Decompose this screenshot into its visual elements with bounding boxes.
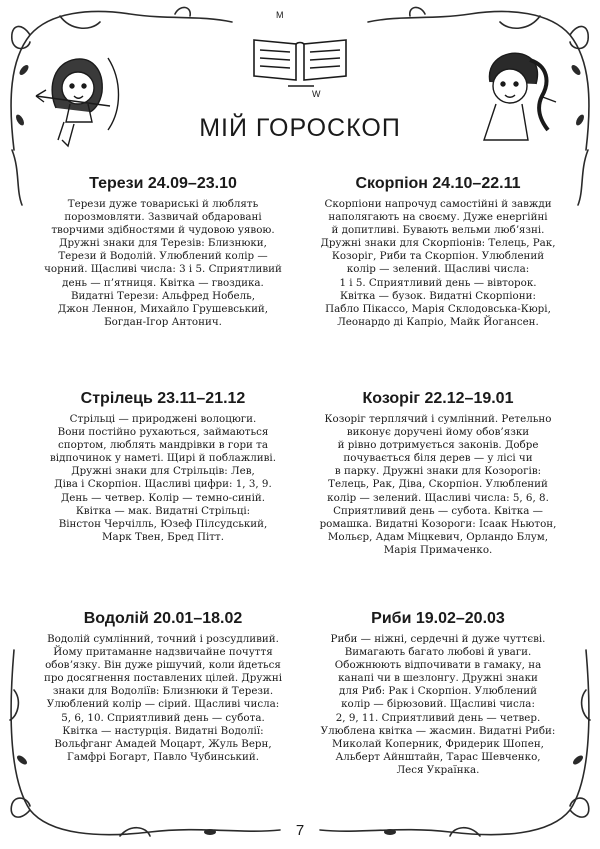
horoscope-sagittarius [28,390,298,544]
horoscope-libra [28,175,298,329]
book-letter-m: М [276,10,284,20]
sign-heading: Скорпіон 24.10–22.11 [355,175,521,192]
sign-description: Стрільці — природжені волоцюги. Вони постійно рухаються, займаються спортом, люблять мандрівки в гори та відпочинок у наметі. Щирі й поблажливі. Дружні знаки для Стрільців: Лев, Діва і Скорпіон. Щасливі цифри: 1, 3, 9. День — четвер. Колір — темно-синій. Квітка — мак. Видатні Стрільці: Вінстон Черчілль, Юзеф Пілсудський, Марк Твен, Бред Пітт. [50,413,276,543]
sign-description: Терези дуже товариські й люблять порозмовляти. Зазвичай обдаровані творчими здібностями й чудовою уявою. Дружні знаки для Терезів: Близнюки, Терези й Водолій. Улюблений колір — чорний. Щасливі числа: 3 і 5. Сприятливий день — п’ятниця. Квітка — гвоздика. Видатні Терези: Альфред Нобель, Джон Леннон, Михайло Грушевський, Богдан-Ігор Антонич. [44,198,282,328]
horoscope-pisces [300,610,576,777]
page-number: 7 [295,822,305,839]
horoscope-capricorn [300,390,576,557]
sign-description: Козоріг терплячий і сумлінний. Ретельно виконує доручені йому обов’язки й рівно дотримується законів. Добре почувається біля дерев — у лісі чи в парку. Дружні знаки для Козорогів: Телець, Рак, Діва, Скорпіон. Улюблений колір — зелений. Щасливі числа: 5, 6, 8. Сприятливий день — субота. Квітка — ромашка. Видатні Козороги: Ісаак Ньютон, Мольєр, Адам Міцкевич, Орландо Блум, Марія Примаченко. [319,413,557,556]
book-letter-w: W [312,89,321,99]
sign-description: Скорпіони напрочуд самостійні й завжди наполягають на своєму. Дуже енергійні й допитливі. Бувають вельми любʼязні. Дружні знаки для Скорпіонів: Телець, Рак, Козоріг, Риби та Скорпіон. Улюблений колір — зелений. Щасливі числа: 1 і 5. Сприятливий день — вівторок. Квітка — бузок. Видатні Скорпіони: Пабло Пікассо, Марія Склодовська-Кюрі, Леонардо ді Капріо, Майк Йогансен. [320,198,556,328]
sign-description: Водолій сумлінний, точний і розсудливий. Йому притаманне надзвичайне почуття обовʼязку. Він дуже рішучий, коли йдеться про досягнення поставлених цілей. Дружні знаки для Водоліїв: Близнюки й Терези. Улюблений колір — сірий. Щасливі числа: 5, 6, 10. Сприятливий день — субота. Квітка — настурція. Видатні Водолії: Вольфганг Амадей Моцарт, Жуль Верн, Гамфрі Богарт, Павло Чубинський. [43,633,283,763]
page-title: МІЙ ГОРОСКОП [199,113,401,142]
sign-heading: Водолій 20.01–18.02 [83,610,243,627]
sign-heading: Стрілець 23.11–21.12 [80,390,246,407]
sign-heading: Риби 19.02–20.03 [371,610,505,627]
horoscope-scorpio [300,175,576,329]
open-book-icon [254,40,346,86]
horoscope-aquarius [28,610,298,764]
sign-description: Риби — ніжні, сердечні й дуже чуттєві. Вимагають багато любові й уваги. Обожнюють відпочивати в гамаку, на канапі чи в шезлонгу. Дружні знаки для Риб: Рак і Скорпіон. Улюблений колір — бірюзовий. Щасливі числа: 2, 9, 11. Сприятливий день — четвер. Улюблена квітка — жасмин. Видатні Риби: Миколай Коперник, Фридерик Шопен, Альберт Айнштайн, Тарас Шевченко, Леся Українка. [320,633,556,776]
sign-heading: Козоріг 22.12–19.01 [362,390,514,407]
sign-heading: Терези 24.09–23.10 [89,175,237,192]
